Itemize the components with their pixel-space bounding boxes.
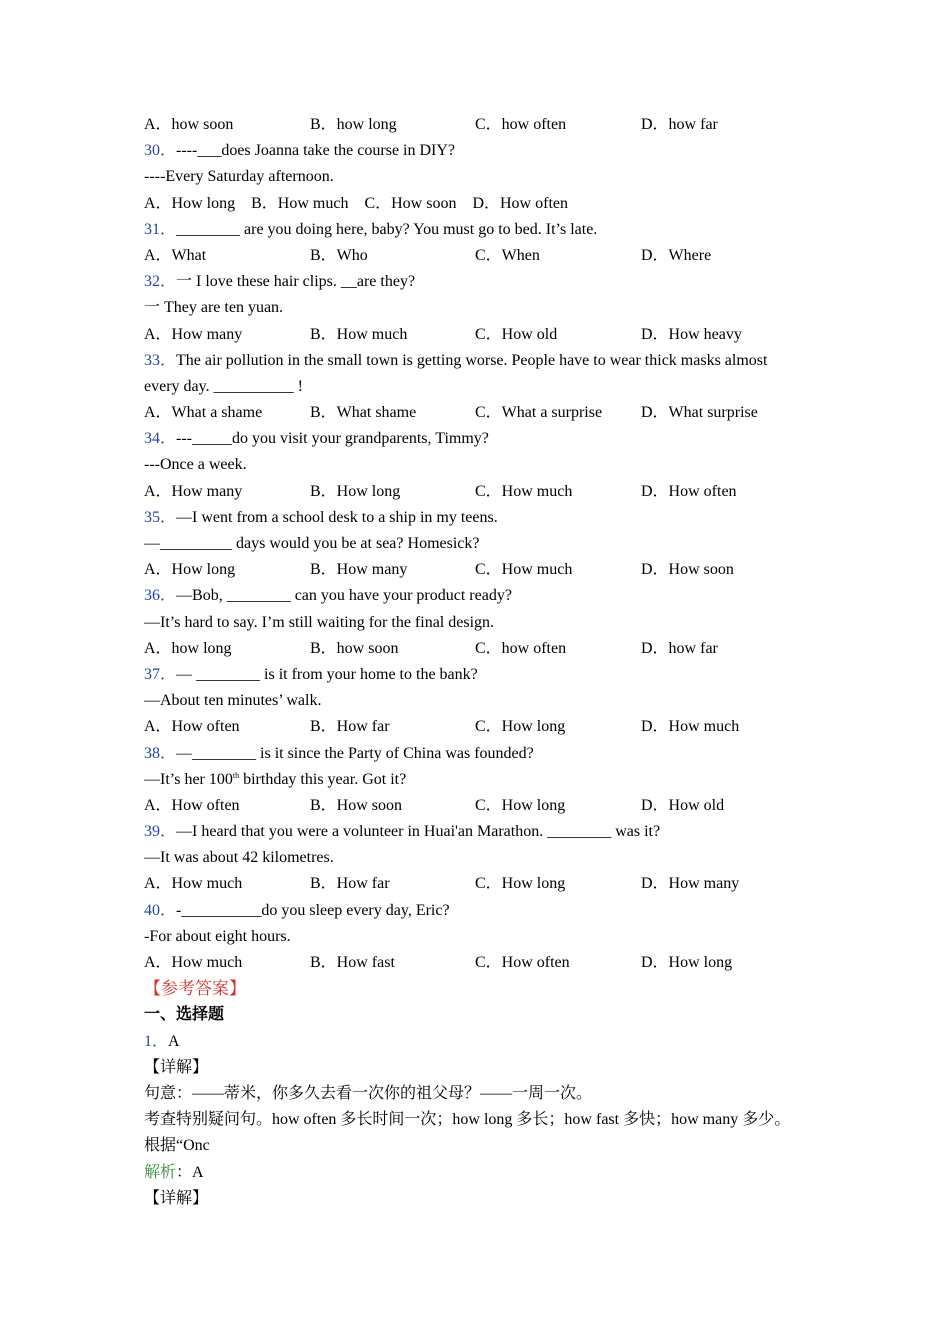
analysis-answer: A (192, 1163, 204, 1181)
analysis-label: 解析 (144, 1163, 177, 1181)
options-row (144, 243, 824, 269)
option-a: A．How often (144, 796, 240, 814)
question-number: 37． (144, 665, 177, 683)
reply-line: -For about eight hours. (144, 927, 291, 945)
option-b: B．How far (310, 875, 390, 893)
options-row (144, 479, 824, 505)
option-c: C．How long (475, 796, 566, 814)
option-d: D．Where (641, 246, 712, 264)
question-37 (144, 662, 824, 688)
question-number: 32． (144, 273, 177, 291)
question-stem: ---- (176, 142, 198, 160)
option-d: D．How heavy (641, 325, 742, 343)
option-a: A．how long (144, 639, 232, 657)
question-39 (144, 819, 824, 845)
answer-heading: 【参考答案】 (144, 979, 246, 999)
reply-text: —It’s her 100 (144, 770, 233, 788)
question-stem-continued: every day. __________ ! (144, 377, 303, 395)
question-34 (144, 426, 824, 452)
option-a: A．How much (144, 875, 243, 893)
options-row (144, 400, 824, 426)
options-row (144, 871, 824, 897)
question-number: 39． (144, 823, 177, 841)
explanation: 考查特别疑问句。how often 多长时间一次；how long 多长；how fast 多快；how many 多少。 (144, 1111, 791, 1129)
option-b: B．How soon (310, 796, 403, 814)
answer-value: A (168, 1032, 180, 1050)
options-row (144, 112, 824, 138)
option-b: B．How many (310, 561, 408, 579)
question-number: 34． (144, 430, 177, 448)
question-number: 40． (144, 901, 177, 919)
option-b: B．How much (310, 325, 408, 343)
option-c: C．How old (475, 325, 558, 343)
option-d: D．How much (641, 718, 740, 736)
question-40 (144, 898, 824, 924)
option-b: B．How far (310, 718, 390, 736)
question-stem: —Bob, ________ can you have your product ready? (176, 587, 512, 605)
question-number: 36． (144, 587, 177, 605)
option-b: B．how soon (310, 639, 399, 657)
analysis-separator: ： (176, 1163, 193, 1181)
question-stem: —I heard that you were a volunteer in Huai'an Marathon. ________ was it? (176, 823, 661, 841)
ordinal-suffix: th (232, 770, 240, 780)
detail-label-2: 【详解】 (144, 1189, 209, 1207)
option-d: D．How often (641, 482, 737, 500)
question-stem: ---_____do you visit your grandparents, Timmy? (176, 430, 489, 448)
option-a: A．How many (144, 482, 243, 500)
question-stem-end: does Joanna take the course in DIY? (221, 142, 456, 160)
reply-line: —_________ days would you be at sea? Homesick? (144, 535, 480, 552)
sentence-meaning: 句意：——蒂米，你多久去看一次你的祖父母？——一周一次。 (144, 1084, 593, 1102)
option-a: A．How often (144, 718, 240, 736)
basis-text: 根据“Onc (144, 1137, 210, 1155)
option-b: B．What shame (310, 404, 417, 422)
option-a: A．What (144, 246, 207, 264)
blank: __ (340, 273, 357, 291)
analysis-line (144, 1160, 824, 1186)
question-33 (144, 348, 824, 374)
question-35 (144, 505, 824, 531)
reply-line: ---Once a week. (144, 456, 247, 474)
option-c: C．how often (475, 116, 567, 133)
option-d: D．how far (641, 639, 718, 657)
option-d: D．How many (641, 875, 740, 893)
option-b: B．How long (310, 482, 401, 500)
reply-line: 一 They are ten yuan. (144, 299, 284, 317)
option-d: D．How long (641, 954, 733, 971)
question-stem: 一 I love these hair clips. (176, 273, 341, 291)
question-stem: — ________ is it from your home to the bank? (176, 665, 478, 683)
options-inline: A．How long B．How much C．How soon D．How often (144, 194, 568, 212)
question-number: 35． (144, 508, 177, 526)
option-c: C．What a surprise (475, 404, 603, 422)
option-c: C．How often (475, 954, 570, 971)
question-number: 31． (144, 220, 177, 238)
reply-text-end: birthday this year. Got it? (239, 770, 407, 788)
question-number: 38． (144, 744, 177, 762)
question-32 (144, 269, 824, 295)
question-stem: The air pollution in the small town is getting worse. People have to wear thick masks almost (176, 351, 768, 369)
options-row (144, 557, 824, 583)
question-31 (144, 217, 824, 243)
options-row (144, 714, 824, 740)
option-d: D．How soon (641, 561, 734, 579)
question-number: 33． (144, 351, 177, 369)
reply-line: —It’s hard to say. I’m still waiting for the final design. (144, 613, 495, 631)
options-row (144, 322, 824, 348)
option-b: B．Who (310, 246, 368, 264)
question-38 (144, 741, 824, 767)
worksheet-page (144, 112, 824, 1212)
option-a: A．How long (144, 561, 236, 579)
reply-line (144, 767, 824, 793)
option-c: C．How much (475, 561, 573, 579)
option-a: A．how soon (144, 116, 234, 133)
option-c: C．How much (475, 482, 573, 500)
answer-item (144, 1029, 824, 1055)
reply-line: ----Every Saturday afternoon. (144, 168, 334, 186)
option-a: A．How much (144, 954, 243, 971)
option-c: C．How long (475, 875, 566, 893)
question-30 (144, 138, 824, 164)
question-stem: ________ are you doing here, baby? You must go to bed. It’s late. (176, 220, 598, 238)
option-c: C．how often (475, 639, 567, 657)
section-title: 一、选择题 (144, 1006, 225, 1024)
question-stem: -__________do you sleep every day, Eric? (176, 901, 450, 919)
detail-label: 【详解】 (144, 1058, 209, 1076)
option-d: D．How old (641, 796, 725, 814)
option-d: D．how far (641, 116, 718, 133)
option-c: C．When (475, 246, 540, 264)
options-row (144, 793, 824, 819)
reply-line: —It was about 42 kilometres. (144, 849, 334, 867)
reply-line: —About ten minutes’ walk. (144, 692, 322, 710)
question-36 (144, 583, 824, 609)
option-a: A．What a shame (144, 404, 263, 422)
options-row (144, 636, 824, 662)
option-b: B．How fast (310, 954, 395, 971)
question-stem-end: are they? (356, 273, 416, 291)
option-b: B．how long (310, 116, 397, 133)
blank: ___ (197, 142, 222, 160)
options-row (144, 950, 824, 976)
option-a: A．How many (144, 325, 243, 343)
option-d: D．What surprise (641, 404, 758, 422)
question-stem: —________ is it since the Party of China was founded? (176, 744, 534, 762)
option-c: C．How long (475, 718, 566, 736)
question-number: 30． (144, 142, 177, 160)
answer-number: 1． (144, 1032, 169, 1050)
question-stem: —I went from a school desk to a ship in my teens. (176, 508, 498, 526)
